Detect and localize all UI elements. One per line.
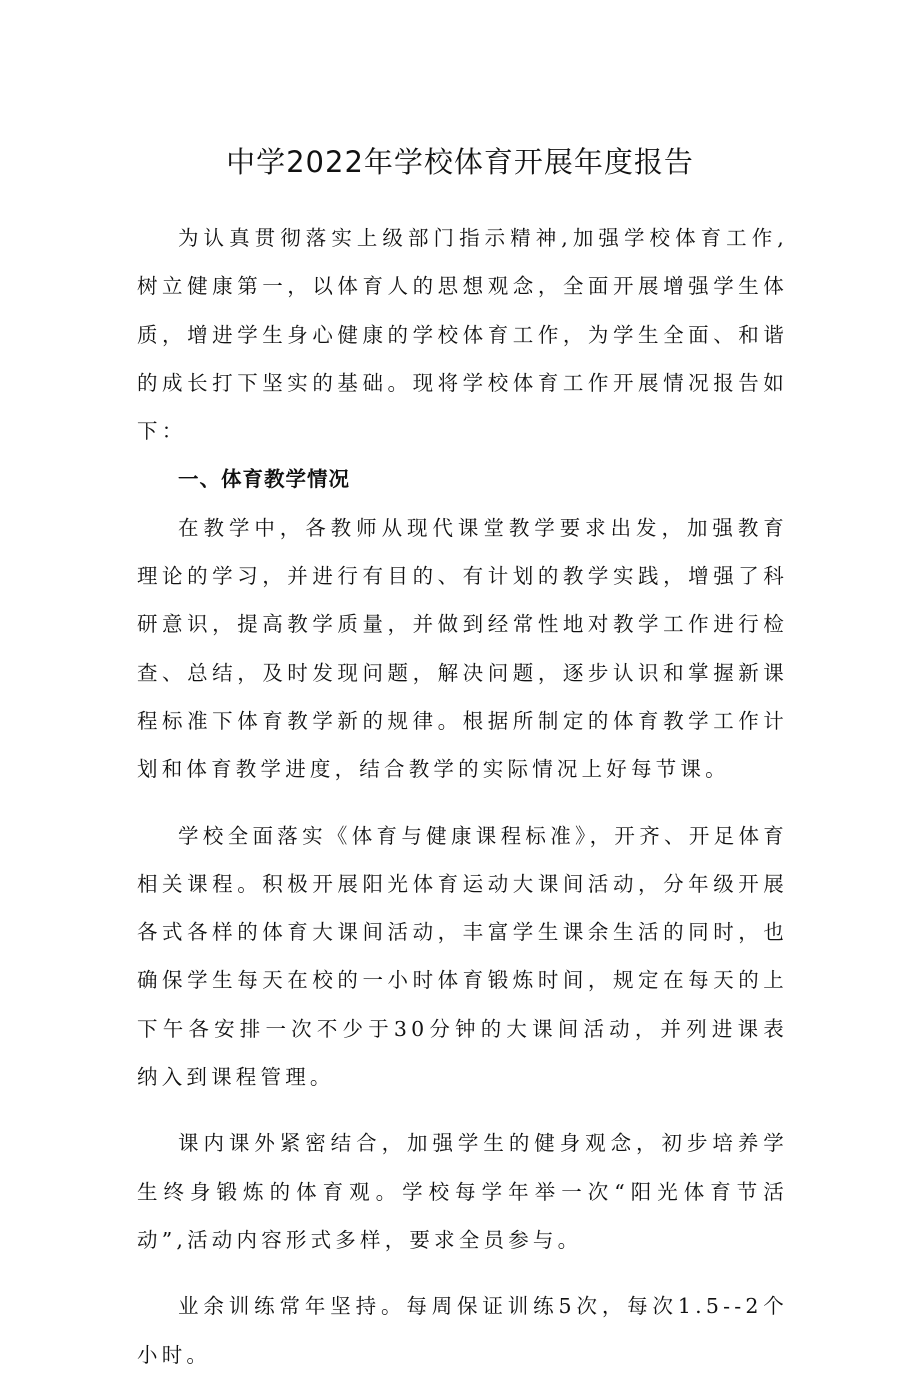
intro-paragraph: 为认真贯彻落实上级部门指示精神,加强学校体育工作,树立健康第一，以体育人的思想观念，全面开展增强学生体质，增进学生身心健康的学校体育工作，为学生全面、和谐的成长打下坚实的基础。现将学校体育工作开展情况报告如下：	[137, 226, 788, 444]
body-paragraph: 在教学中，各教师从现代课堂教学要求出发，加强教育理论的学习，并进行有目的、有计划的教学实践，增强了科研意识，提高教学质量，并做到经常性地对教学工作进行检查、总结，及时发现问题，解决问题，逐步认识和掌握新课程标准下体育教学新的规律。根据所制定的体育教学工作计划和体育教学进度，结合教学的实际情况上好每节课。	[137, 515, 788, 782]
section-heading-teaching: 一、体育教学情况	[178, 467, 350, 492]
body-paragraph: 业余训练常年坚持。每周保证训练5次，每次1.5--2个小时。	[137, 1294, 788, 1367]
body-paragraph: 课内课外紧密结合，加强学生的健身观念，初步培养学生终身锻炼的体育观。学校每学年举一次“阳光体育节活动”,活动内容形式多样，要求全员参与。	[137, 1131, 788, 1252]
document-body	[137, 214, 788, 1379]
document-title: 中学2022年学校体育开展年度报告	[226, 145, 694, 179]
body-paragraph: 学校全面落实《体育与健康课程标准》，开齐、开足体育相关课程。积极开展阳光体育运动大课间活动，分年级开展各式各样的体育大课间活动，丰富学生课余生活的同时，也确保学生每天在校的一小时体育锻炼时间，规定在每天的上下午各安排一次不少于30分钟的大课间活动，并列进课表纳入到课程管理。	[137, 823, 788, 1090]
